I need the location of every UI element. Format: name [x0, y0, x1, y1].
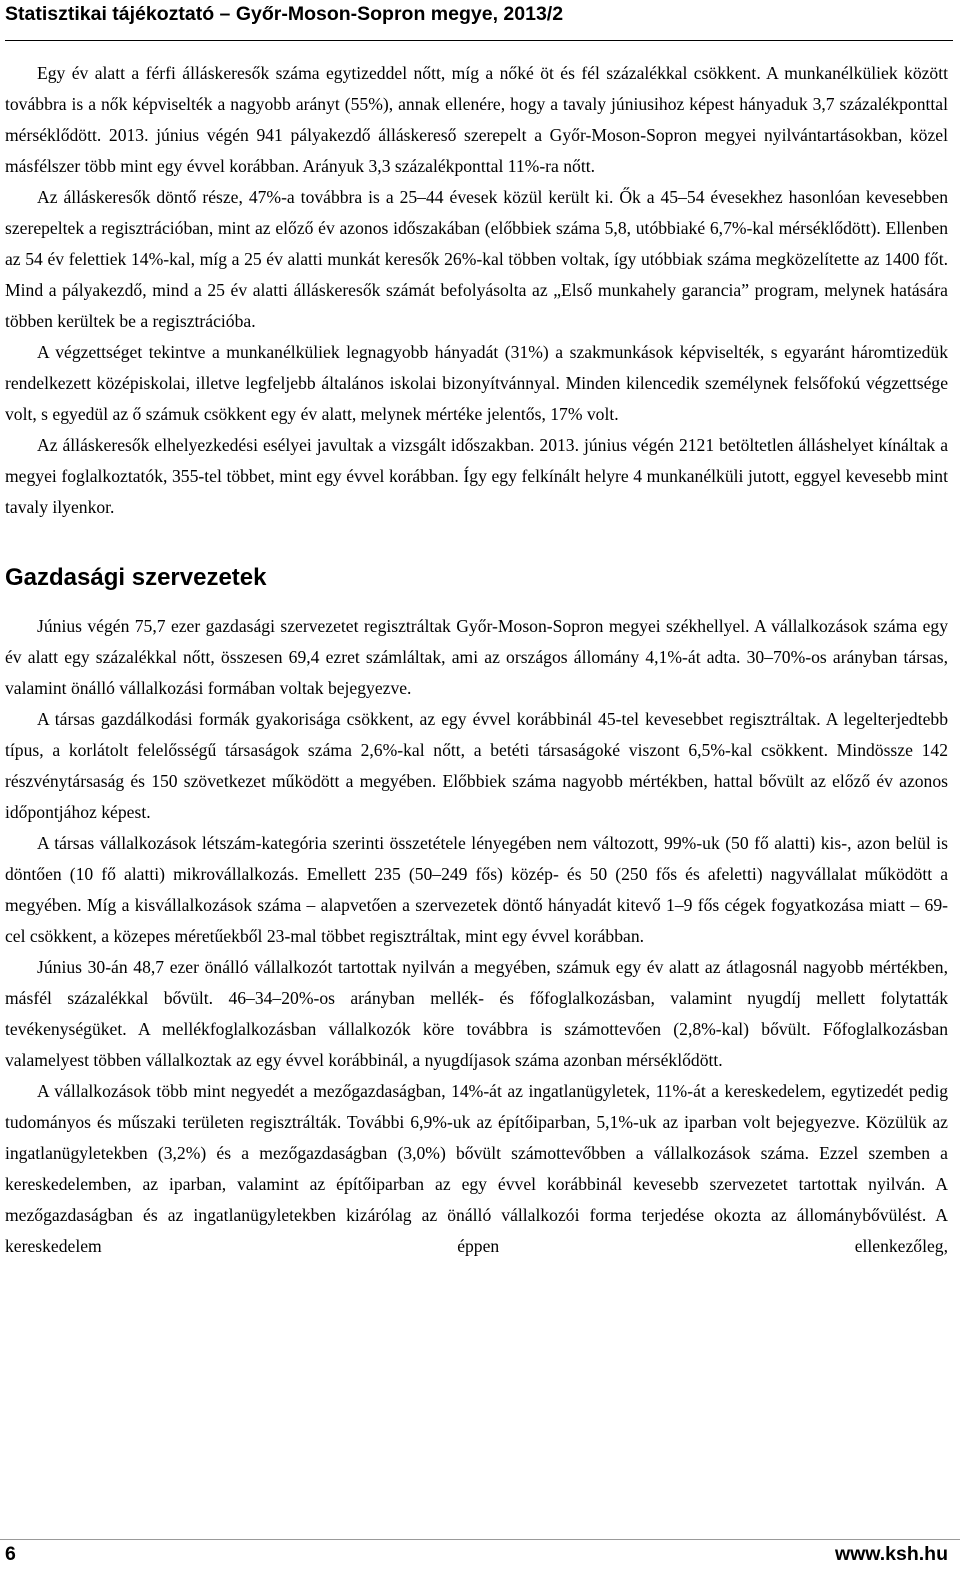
body-text	[5, 58, 948, 1262]
paragraph: Egy év alatt a férfi álláskeresők száma egytizeddel nőtt, míg a nőké öt és fél százalékkal csökkent. A munkanélküliek között továbbra is a nők képviselték a nagyobb arányt (55%), annak ellenére, hogy a tavaly júniusihoz képest hányaduk 3,7 százalékponttal mérséklődött. 2013. június végén 941 pályakezdő álláskereső szerepelt a Győr-Moson-Sopron megyei nyilvántartásokban, közel másfélszer több mint egy évvel korábban. Arányuk 3,3 százalékponttal 11%-ra nőtt.	[5, 63, 948, 176]
section-heading: Gazdasági szervezetek	[5, 564, 267, 591]
footer-divider	[0, 1539, 960, 1540]
paragraph: Június 30-án 48,7 ezer önálló vállalkozót tartottak nyilván a megyében, számuk egy év alatt az átlagosnál nagyobb mértékben, másfél százalékkal bővült. 46–34–20%-os arányban mellék- és főfoglalkozásban, valamint nyugdíj mellett folytatták tevékenységüket. A mellékfoglalkozásban vállalkozók köre továbbra is számottevően (2,8%-kal) bővült. Főfoglalkozásban valamelyest többen vállalkoztak az egy évvel korábbinál, a nyugdíjasok száma azonban mérséklődött.	[5, 957, 948, 1070]
paragraph: Az álláskeresők elhelyezkedési esélyei javultak a vizsgált időszakban. 2013. június végén 2121 betöltetlen álláshelyet kínáltak a megyei foglalkoztatók, 355-tel többet, mint egy évvel korábban. Így egy felkínált helyre 4 munkanélküli jutott, eggyel kevesebb mint tavaly ilyenkor.	[5, 435, 948, 517]
paragraph: Az álláskeresők döntő része, 47%-a továbbra is a 25–44 évesek közül került ki. Ők a 45–54 évesekhez hasonlóan kevesebben szerepeltek a regisztrációban, mint az előző év azonos időszakában (előbbiek száma 5,8, utóbbiaké 6,7%-kal mérséklődött). Ellenben az 54 év felettiek 14%-kal, míg a 25 év alatti munkát keresők 26%-kal többen voltak, így utóbbiak száma megközelítette az 1400 főt. Mind a pályakezdő, mind a 25 év alatti álláskeresők számát befolyásolta az „Első munkahely garancia” program, melynek hatására többen kerültek be a regisztrációba.	[5, 187, 948, 331]
paragraph: A társas gazdálkodási formák gyakorisága csökkent, az egy évvel korábbinál 45-tel kevesebbet regisztráltak. A legelterjedtebb típus, a korlátolt felelősségű társaságok száma 2,6%-kal nőtt, a betéti társaságoké viszont 6,5%-kal csökkent. Mindössze 142 részvénytársaság és 150 szövetkezet működött a megyében. Előbbiek száma nagyobb mértékben, hattal bővült az előző év azonos időpontjához képest.	[5, 709, 948, 822]
paragraph: A végzettséget tekintve a munkanélküliek legnagyobb hányadát (31%) a szakmunkások képviselték, s egyaránt háromtizedük rendelkezett középiskolai, illetve legfeljebb általános iskolai bizonyítvánnyal. Minden kilencedik személynek felsőfokú végzettsége volt, s egyedül az ő számuk csökkent egy év alatt, melynek mértéke jelentős, 17% volt.	[5, 342, 948, 424]
running-header: Statisztikai tájékoztató – Győr-Moson-Sopron megye, 2013/2	[5, 0, 953, 41]
paragraph: Június végén 75,7 ezer gazdasági szervezetet regisztráltak Győr-Moson-Sopron megyei székhellyel. A vállalkozások száma egy év alatt egy százalékkal nőtt, összesen 69,4 ezret számláltak, ami az országos állomány 4,1%-át adta. 30–70%-os arányban társas, valamint önálló vállalkozási formában voltak bejegyezve.	[5, 616, 948, 698]
page-number: 6	[5, 1543, 16, 1565]
paragraph: A társas vállalkozások létszám-kategória szerinti összetétele lényegében nem változott, 99%-uk (50 fő alatti) kis-, azon belül is döntően (10 fő alatti) mikrovállalkozás. Emellett 235 (50–249 fős) közép- és 50 (250 fős és afeletti) nagyvállalat működött a megyében. Míg a kisvállalkozások száma – alapvetően a szervezetek döntő hányadát kitevő 1–9 fős cégek fogyatkozása miatt – 69-cel csökkent, a közepes méretűekből 23-mal többet regisztráltak, mint egy évvel korábban.	[5, 833, 948, 946]
paragraph: A vállalkozások több mint negyedét a mezőgazdaságban, 14%-át az ingatlanügyletek, 11%-át a kereskedelem, egytizedét pedig tudományos és műszaki területen regisztrálták. További 6,9%-uk az építőiparban, 5,1%-uk az iparban volt bejegyezve. Közülük az ingatlanügyletekben (3,2%) és a mezőgazdaságban (3,0%) bővült számottevőbben a vállalkozások száma. Ezzel szemben a kereskedelemben, az iparban, valamint az építőiparban az egy évvel korábbinál kevesebb szervezetet tartottak nyilván. A mezőgazdaságban és az ingatlanügyletekben kizárólag az önálló vállalkozói forma terjedése okozta az állománybővülést. A kereskedelem éppen ellenkezőleg,	[5, 1081, 948, 1256]
footer-link[interactable]: www.ksh.hu	[834, 1543, 948, 1565]
